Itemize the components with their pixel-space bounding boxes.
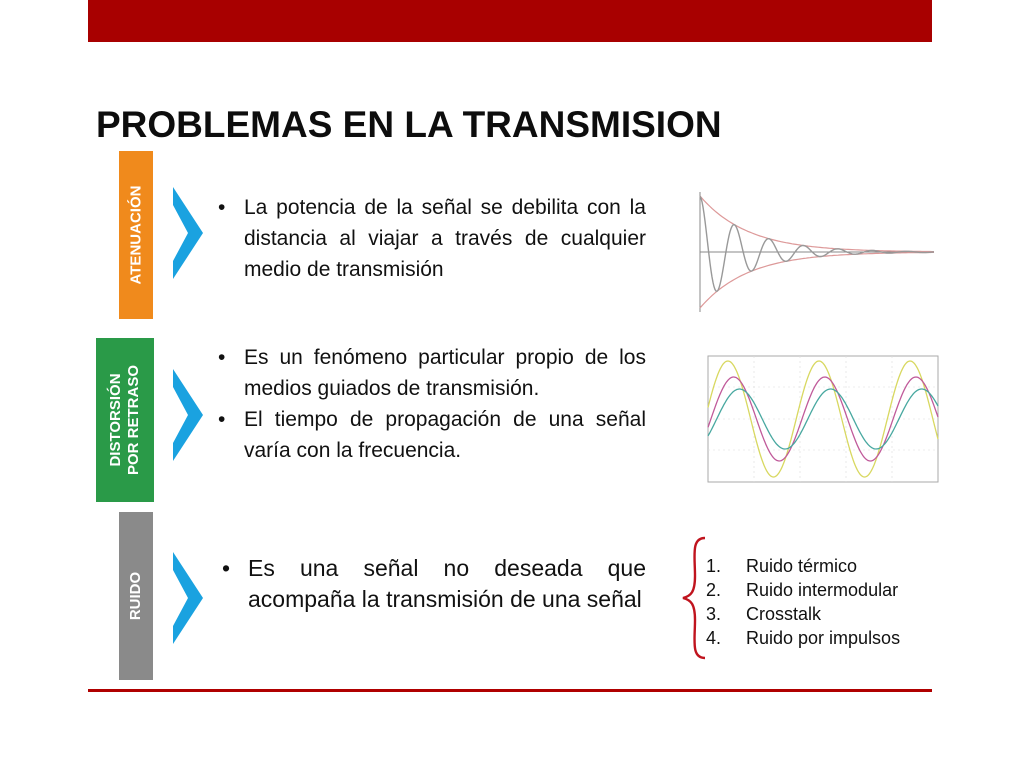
list-text: Crosstalk — [746, 604, 822, 624]
chevron-right-icon — [173, 187, 203, 279]
attenuation-tab — [119, 151, 153, 319]
list-text: Ruido intermodular — [746, 580, 899, 600]
list-item — [706, 602, 900, 626]
bottom-divider — [88, 689, 932, 692]
noise-tab — [119, 512, 153, 680]
distortion-bullets — [214, 342, 646, 466]
distortion-tab-line-2: POR RETRASO — [125, 364, 143, 476]
noise-tab-label: RUIDO — [127, 571, 144, 621]
chevron-right-icon — [173, 369, 203, 461]
list-item — [706, 626, 900, 650]
list-text: Ruido por impulsos — [746, 628, 901, 648]
bullet-item: • El tiempo de propagación de una señal varía con la frecuencia. — [214, 404, 646, 466]
list-item — [706, 554, 900, 578]
bullet-item: • Es un fenómeno particular propio de los medios guiados de transmisión. — [214, 342, 646, 404]
distortion-tab-line-1: DISTORSIÓN — [107, 373, 125, 467]
distortion-tab — [96, 338, 154, 502]
list-number: 2. — [706, 580, 722, 600]
distortion-tab-label — [107, 365, 143, 475]
list-item — [706, 578, 900, 602]
chevron-right-icon — [173, 552, 203, 644]
top-accent-bar — [88, 0, 932, 42]
bullet-item: • Es una señal no deseada que acompaña la transmisión de una señal — [218, 553, 646, 615]
bullet-item: • La potencia de la señal se debilita con la distancia al viajar a través de cualquier medio de transmisión — [214, 192, 646, 285]
noise-bullets — [218, 553, 646, 615]
attenuation-bullets — [214, 192, 646, 285]
list-number: 4. — [706, 628, 722, 648]
list-number: 1. — [706, 556, 722, 576]
slide-title: PROBLEMAS EN LA TRANSMISION — [96, 104, 722, 145]
attenuation-tab-label: ATENUACIÓN — [127, 185, 145, 285]
list-number: 3. — [706, 604, 722, 624]
list-text: Ruido térmico — [746, 556, 858, 576]
noise-types-list — [706, 554, 900, 650]
attenuation-waveform-image — [688, 184, 936, 314]
distortion-waveform-image — [694, 350, 942, 496]
